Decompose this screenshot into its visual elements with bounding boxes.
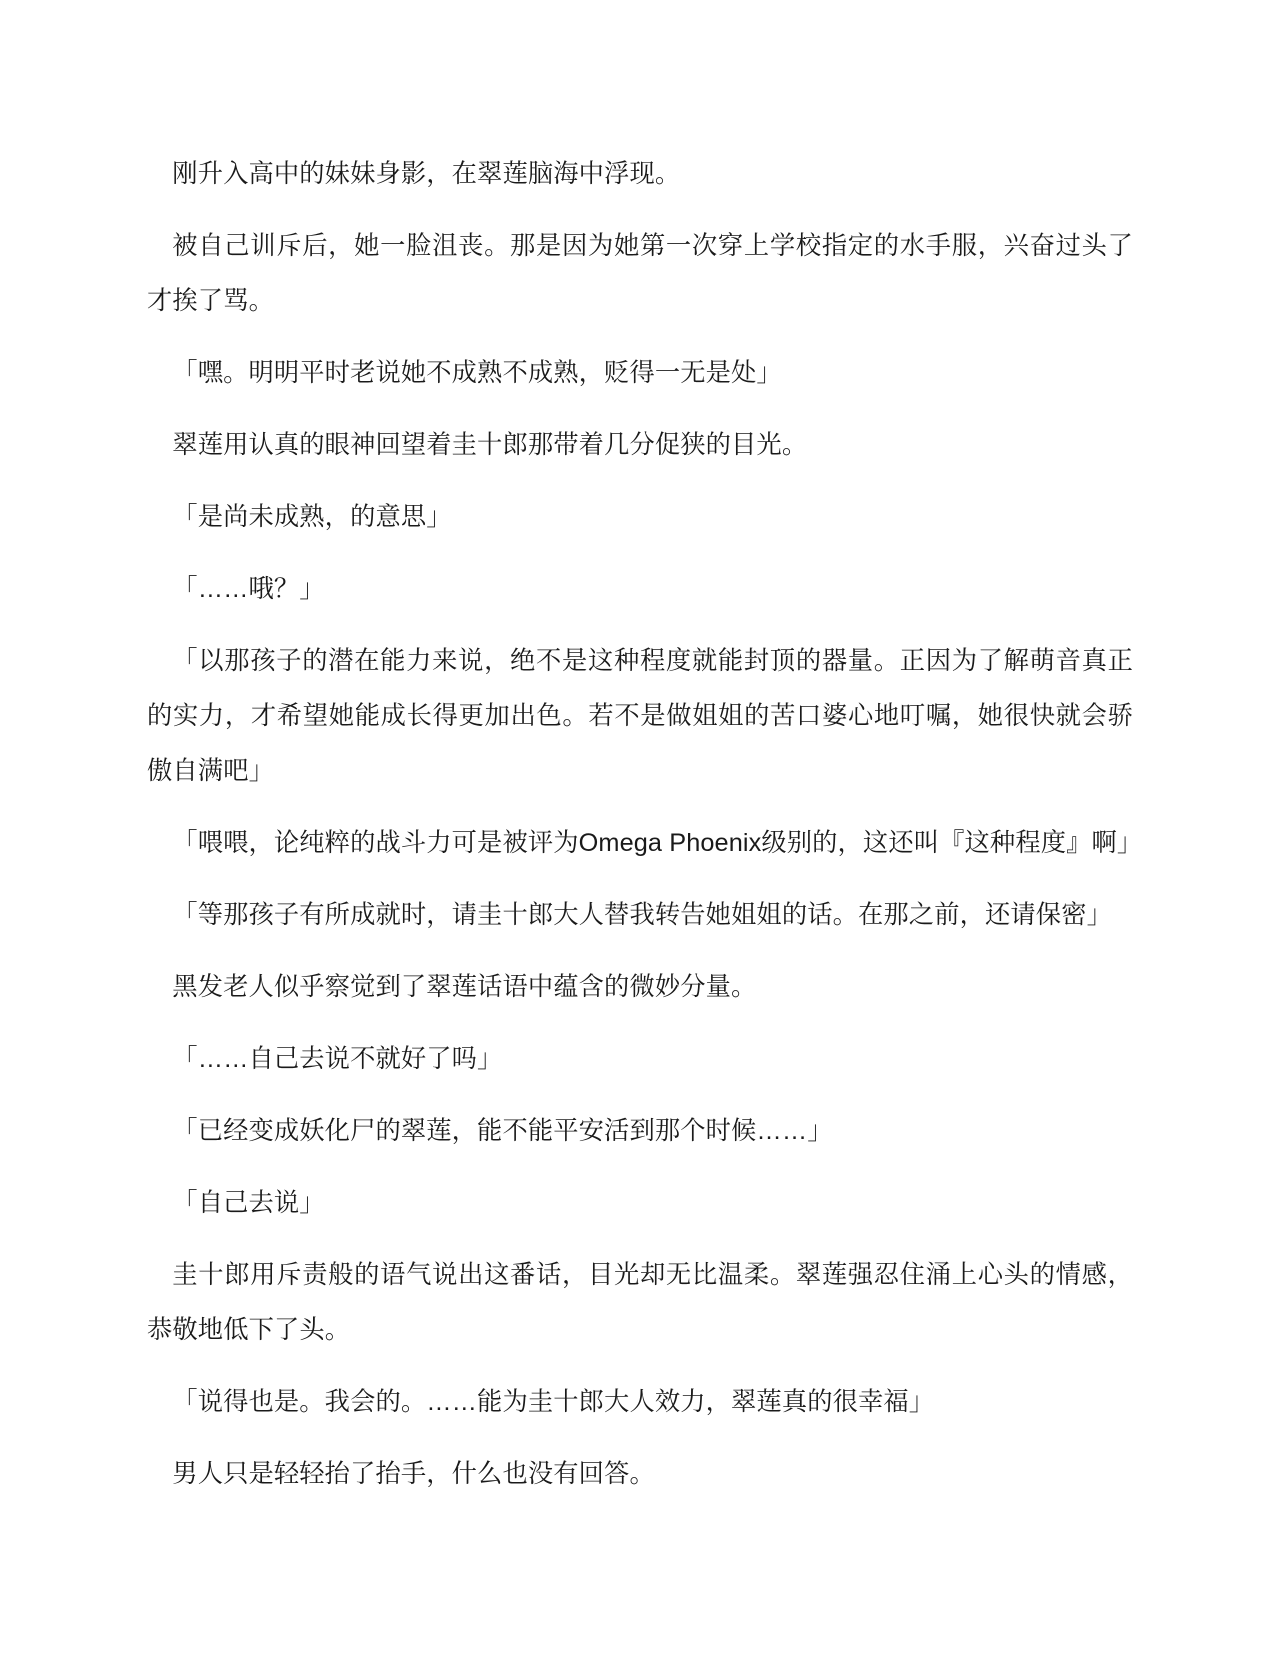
paragraph-dialogue: 「等那孩子有所成就时，请圭十郎大人替我转告她姐姐的话。在那之前，还请保密」	[172, 901, 1112, 929]
paragraph-narration: 刚升入高中的妹妹身影，在翠莲脑海中浮现。	[172, 160, 681, 188]
paragraph-dialogue: 「……哦？」	[172, 575, 325, 603]
paragraph-dialogue: 「喂喂，论纯粹的战斗力可是被评为Omega Phoenix级别的，这还叫『这种程度』啊」	[172, 829, 1143, 857]
paragraph-dialogue: 「说得也是。我会的。……能为圭十郎大人效力，翠莲真的很幸福」	[172, 1388, 935, 1416]
paragraph-dialogue: 「是尚未成熟，的意思」	[172, 503, 452, 531]
paragraph-narration: 翠莲用认真的眼神回望着圭十郎那带着几分促狭的目光。	[172, 431, 808, 459]
paragraph-narration: 被自己训斥后，她一脸沮丧。那是因为她第一次穿上学校指定的水手服，兴奋过头了才挨了骂。	[147, 232, 1133, 315]
paragraph-dialogue: 「以那孩子的潜在能力来说，绝不是这种程度就能封顶的器量。正因为了解萌音真正的实力，才希望她能成长得更加出色。若不是做姐姐的苦口婆心地叮嘱，她很快就会骄傲自满吧」	[147, 647, 1133, 785]
paragraph-narration: 男人只是轻轻抬了抬手，什么也没有回答。	[172, 1460, 655, 1488]
paragraph-dialogue: 「已经变成妖化尸的翠莲，能不能平安活到那个时候……」	[172, 1117, 833, 1145]
paragraph-narration: 黑发老人似乎察觉到了翠莲话语中蕴含的微妙分量。	[172, 973, 757, 1001]
paragraph-dialogue: 「……自己去说不就好了吗」	[172, 1045, 503, 1073]
paragraph-dialogue: 「嘿。明明平时老说她不成熟不成熟，贬得一无是处」	[172, 359, 782, 387]
paragraph-dialogue: 「自己去说」	[172, 1189, 325, 1217]
paragraph-narration: 圭十郎用斥责般的语气说出这番话，目光却无比温柔。翠莲强忍住涌上心头的情感，恭敬地低下了头。	[147, 1261, 1133, 1344]
